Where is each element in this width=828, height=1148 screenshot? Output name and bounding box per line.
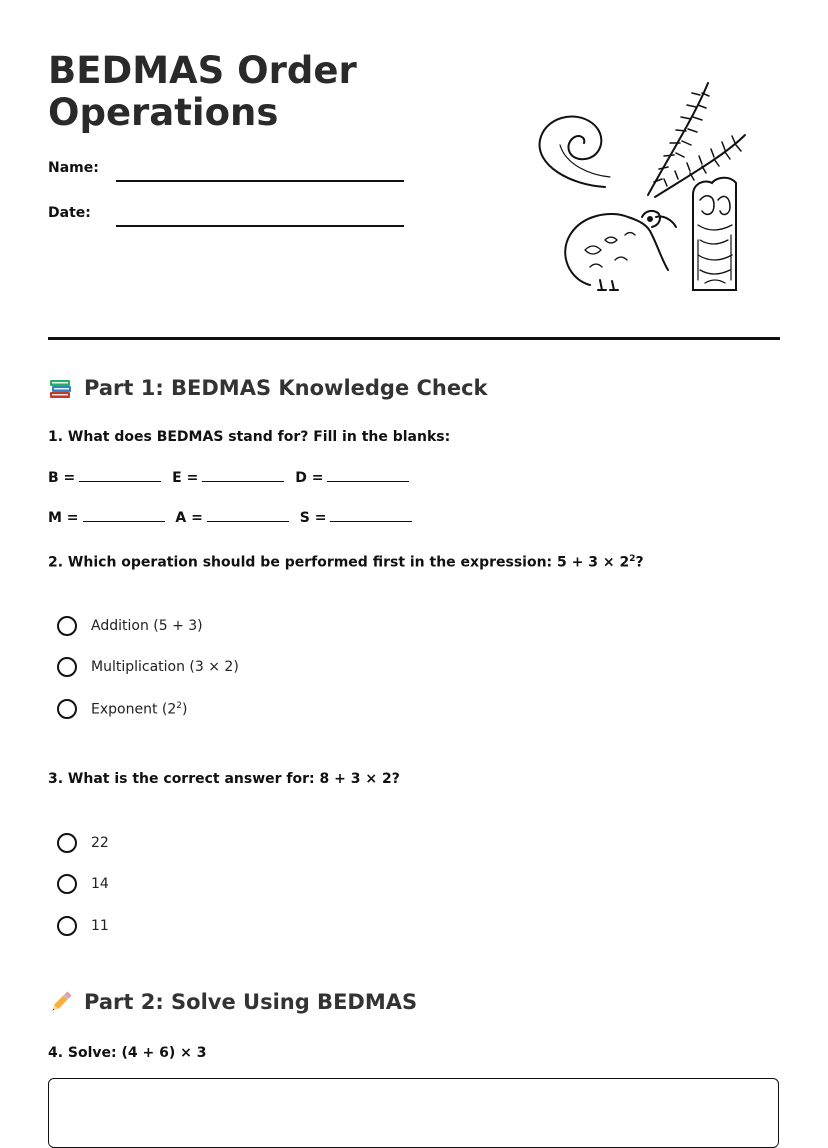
radio-button[interactable] xyxy=(57,657,77,677)
radio-button[interactable] xyxy=(57,616,77,636)
part2-heading-text: Part 2: Solve Using BEDMAS xyxy=(84,990,418,1014)
blank-m-field[interactable] xyxy=(83,511,165,522)
blank-label-a: A = xyxy=(175,510,203,526)
blank-a-field[interactable] xyxy=(207,511,289,522)
option-label: Addition (5 + 3) xyxy=(91,618,203,634)
name-label: Name: xyxy=(48,160,99,176)
question-4: 4. Solve: (4 + 6) × 3 xyxy=(48,1045,207,1061)
option-label: 14 xyxy=(91,876,109,892)
blank-label-s: S = xyxy=(299,510,327,526)
date-field[interactable] xyxy=(116,225,404,227)
option-label: 11 xyxy=(91,918,109,934)
radio-button[interactable] xyxy=(57,699,77,719)
option-suffix: ) xyxy=(182,701,188,718)
carving-pou-icon xyxy=(693,178,736,290)
option-label xyxy=(91,701,187,718)
blank-label-d: D = xyxy=(295,470,324,486)
option-label: 22 xyxy=(91,835,109,851)
maori-art-illustration xyxy=(530,75,780,295)
question-3: 3. What is the correct answer for: 8 + 3 × 2? xyxy=(48,771,400,787)
bedmas-blanks-row-1 xyxy=(48,470,415,486)
blank-label-e: E = xyxy=(172,470,199,486)
blank-d-field[interactable] xyxy=(327,471,409,482)
radio-button[interactable] xyxy=(57,833,77,853)
q3-option-22[interactable] xyxy=(57,833,109,853)
option-label-text: Exponent (2 xyxy=(91,701,177,718)
radio-button[interactable] xyxy=(57,916,77,936)
header-divider xyxy=(48,337,780,340)
date-label: Date: xyxy=(48,205,91,221)
question-2-suffix: ? xyxy=(635,554,644,571)
q2-option-exponent[interactable] xyxy=(57,699,187,719)
option-label: Multiplication (3 × 2) xyxy=(91,659,239,675)
books-icon xyxy=(48,375,74,401)
name-field[interactable] xyxy=(116,180,404,182)
blank-e-field[interactable] xyxy=(202,471,284,482)
blank-label-b: B = xyxy=(48,470,76,486)
blank-s-field[interactable] xyxy=(330,511,412,522)
part1-heading-text: Part 1: BEDMAS Knowledge Check xyxy=(84,376,488,400)
option-exponent: 2 xyxy=(176,700,182,711)
kiwi-bird-icon xyxy=(565,211,676,290)
part1-heading xyxy=(48,375,488,401)
q2-option-addition[interactable] xyxy=(57,616,203,636)
fern-icon xyxy=(648,83,745,197)
radio-button[interactable] xyxy=(57,874,77,894)
question-1: 1. What does BEDMAS stand for? Fill in the blanks: xyxy=(48,429,451,445)
part2-heading xyxy=(48,989,417,1015)
bedmas-blanks-row-2 xyxy=(48,510,418,526)
question-2-text: 2. Which operation should be performed first in the expression: 5 + 3 × 2 xyxy=(48,554,630,571)
question-2-exponent: 2 xyxy=(629,554,636,564)
question-4-answer-box[interactable] xyxy=(48,1078,779,1148)
pencil-icon xyxy=(48,989,74,1015)
q2-option-multiplication[interactable] xyxy=(57,657,239,677)
worksheet-title: BEDMAS Order Operations xyxy=(48,49,357,134)
q3-option-14[interactable] xyxy=(57,874,109,894)
blank-b-field[interactable] xyxy=(79,471,161,482)
koru-spiral-icon xyxy=(540,117,605,187)
blank-label-m: M = xyxy=(48,510,79,526)
question-2 xyxy=(48,554,644,571)
q3-option-11[interactable] xyxy=(57,916,109,936)
